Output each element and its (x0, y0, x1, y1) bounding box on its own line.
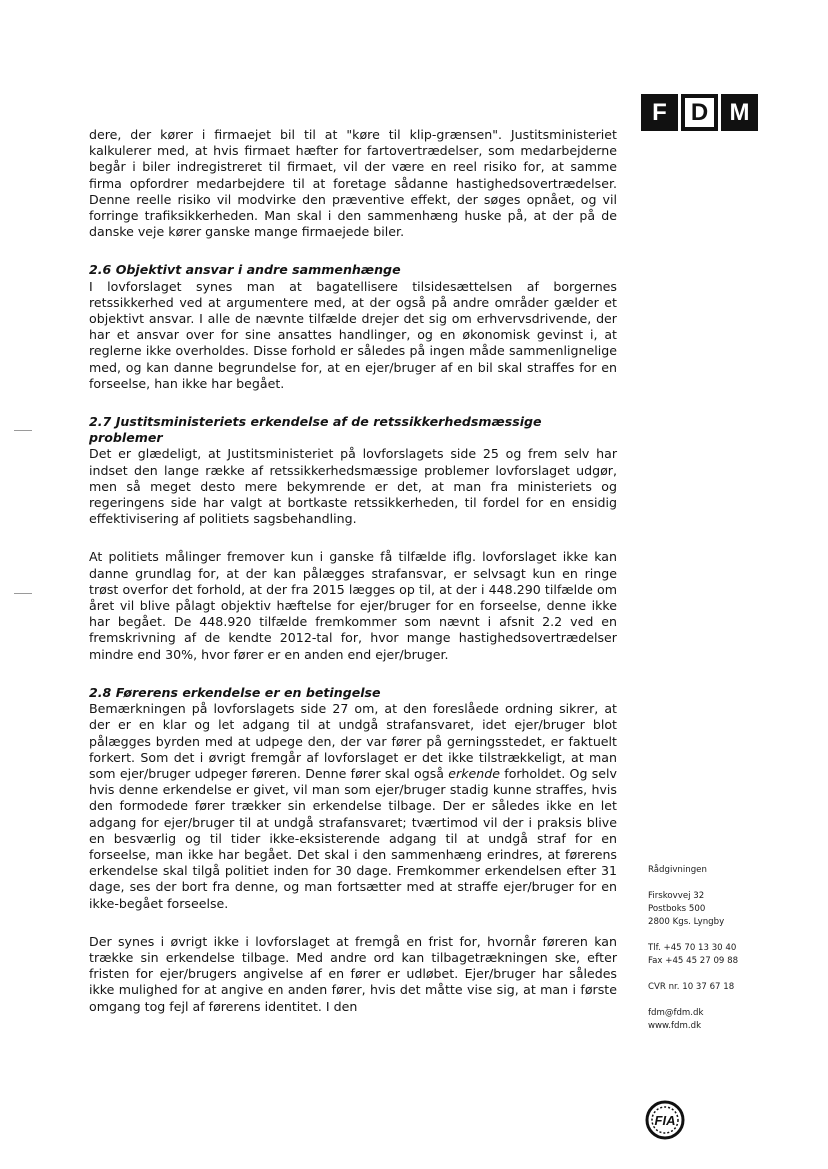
section-heading: 2.6 Objektivt ansvar i andre sammenhænge (89, 262, 401, 278)
section-heading: 2.7 Justitsministeriets erkendelse af de retssikkerhedsmæssige problemer (89, 414, 542, 446)
paragraph: I lovforslaget synes man at bagatellisere tilsidesættelsen af borgernes retssikkerhed ved at argumentere med, at der også på andre områder gælder et objektivt ansvar. I alle de nævnte tilfælde drejer det sig om erhvervsdrivende, der har et ansvar over for sine ansattes handlinger, og en økonomisk gevinst i, at reglerne ikke overholdes. Disse forhold er således på ingen måde sammenlignelige med, og kan danne begrundelse for, at en ejer/bruger af en bil skal straffes for en forseelse, han ikke har begået. (89, 278, 617, 391)
cvr-number: CVR nr. 10 37 67 18 (648, 982, 735, 992)
fax: Fax +45 45 27 09 88 (648, 956, 739, 966)
address-street: Firskovvej 32 (648, 891, 705, 901)
margin-mark (14, 593, 32, 594)
paragraph: Det er glædeligt, at Justitsministeriet på lovforslagets side 25 og frem selv har indset den lange række af retssikkerhedsmæssige problemer lovforslaget udgør, men så meget desto mere bekymrende er det, at man fra ministeriets og regeringens side har valgt at bortkaste retssikkerheden, til fordel for en ensidig effektivisering af politiets sagsbehandling. (89, 446, 617, 527)
logo-letter-d: D (681, 94, 718, 131)
seal-text: FIA (654, 1113, 676, 1128)
paragraph: Der synes i øvrigt ikke i lovforslaget at fremgå en frist for, hvornår føreren kan trække sin erkendelse tilbage. Med andre ord kan tilbagetrækningen ske, efter fristen for ejer/brugers angivelse af en fører er udløbet. Ejer/bruger har således ikke mulighed for at angive en anden fører, hvis det måtte vise sig, at man i første omgang tog fejl af førerens identitet. I den (89, 933, 617, 1014)
logo-letter-f: F (641, 94, 678, 131)
email: fdm@fdm.dk (648, 1008, 704, 1018)
department: Rådgivningen (648, 865, 707, 875)
paragraph: At politiets målinger fremover kun i ganske få tilfælde iflg. lovforslaget ikke kan danne grundlag for, at der kan pålægges strafansvar, er selvsagt kun en ringe trøst overfor det forhold, at der fra 2015 lægges op til, at der i 448.290 tilfælde om året vil blive pålagt objektiv hæftelse for ejer/bruger for en forseelse, denne ikke har begået. De 448.920 tilfælde fremkommer som nævnt i afsnit 2.2 ved en fremskrivning af de kendte 2012-tal for, hvor mange hastighedsovertrædelser mindre end 30%, hvor fører er en anden end ejer/bruger. (89, 549, 617, 662)
fdm-logo (641, 94, 758, 131)
margin-mark (14, 430, 32, 431)
document-body (89, 127, 617, 1015)
fia-seal-icon (645, 1100, 685, 1140)
address-city: 2800 Kgs. Lyngby (648, 917, 725, 927)
paragraph: dere, der kører i firmaejet bil til at "køre til klip-grænsen". Justitsministeriet kalkulerer med, at hvis firmaet hæfter for fartovertrædelser, som medarbejderne begår i biler indregistreret til firmaet, vil der være en reel risiko for, at samme firma opfordrer medarbejdere til at foretage sådanne hastighedsovertrædelser. Denne reelle risiko vil modvirke den præventive effekt, der søges opnået, og vil forringe trafiksikkerheden. Man skal i den sammenhæng huske på, at der på de danske veje kører ganske mange firmaejede biler. (89, 127, 617, 240)
website: www.fdm.dk (648, 1021, 702, 1031)
paragraph: Bemærkningen på lovforslagets side 27 om, at den foreslåede ordning sikrer, at der er en klar og let adgang til at undgå strafansvaret, idet ejer/bruger blot pålægges byrden med at udpege den, der var fører på gerningsstedet, er faktuelt forkert. Som det i øvrigt fremgår af lovforslaget er det ikke tilstrækkeligt, at man som ejer/bruger udpeger føreren. Denne fører skal også erkende forholdet. Og selv hvis denne erkendelse er givet, vil man som ejer/bruger stadig kunne straffes, hvis den formodede fører trækker sin erkendelse tilbage. Der er således ikke en let adgang for ejer/bruger til at undgå strafansvaret; tværtimod vil der i praksis blive en besværlig og til tider ikke-eksisterende adgang til at undgå straf for en forseelse, man ikke har begået. Det skal i den sammenhæng erindres, at førerens erkendelse skal tilgå politiet inden for 30 dage. Fremkommer erkendelsen efter 31 dage, ses der bort fra denne, og man fortsætter med at straffe ejer/bruger for en ikke-begået forseelse. (89, 701, 617, 911)
section-heading: 2.8 Førerens erkendelse er en betingelse (89, 684, 381, 700)
sender-info (648, 864, 808, 1033)
logo-letter-m: M (721, 94, 758, 131)
phone: Tlf. +45 70 13 30 40 (648, 943, 737, 953)
address-pobox: Postboks 500 (648, 904, 706, 914)
emphasis: erkende (448, 765, 500, 781)
